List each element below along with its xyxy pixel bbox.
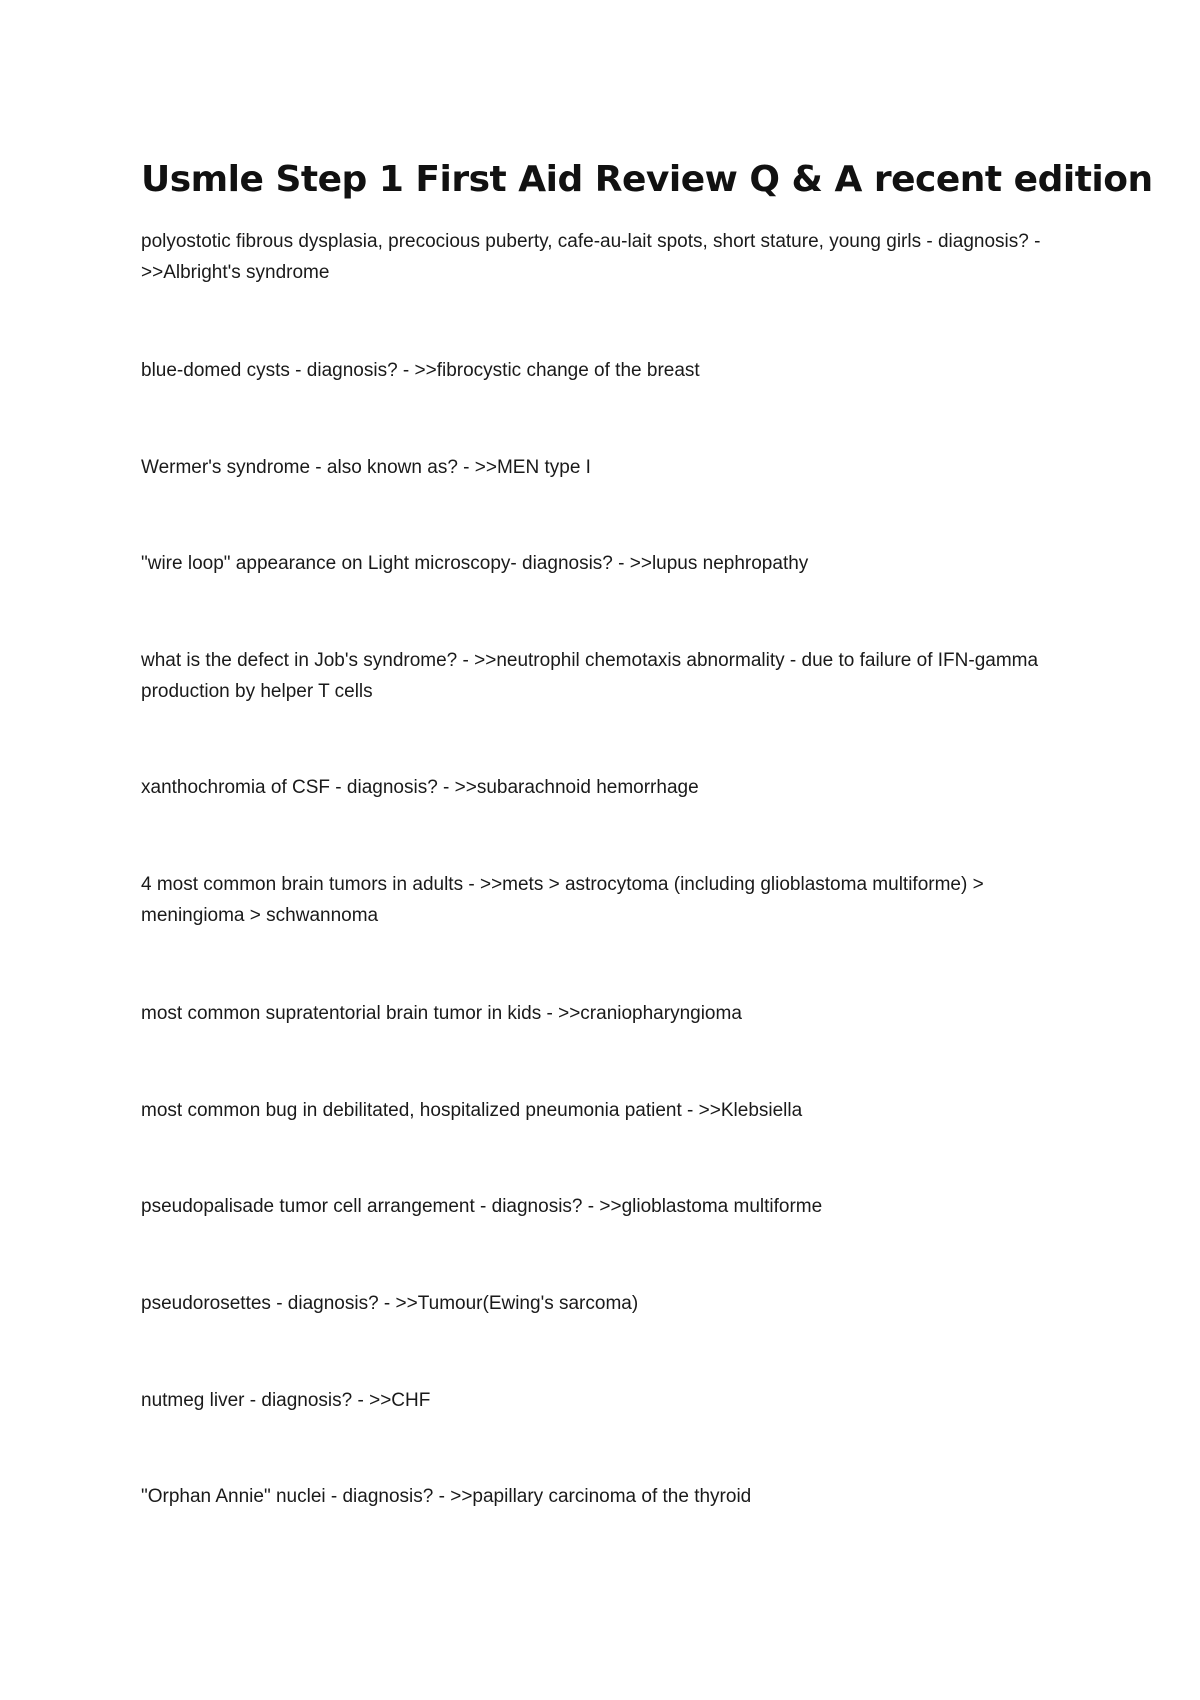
qa-answer: >>Tumour(Ewing's sarcoma) — [395, 1293, 639, 1314]
qa-answer: >>CHF — [369, 1390, 431, 1411]
qa-answer: >>neutrophil chemotaxis abnormality - due to failure of IFN-gamma production by helper T cells — [141, 650, 1039, 702]
qa-entry — [141, 548, 1061, 579]
qa-answer: >>Albright's syndrome — [141, 262, 330, 283]
qa-entry — [141, 1288, 1061, 1319]
qa-answer: >>glioblastoma multiforme — [599, 1196, 823, 1217]
qa-question: 4 most common brain tumors in adults - — [141, 874, 480, 895]
qa-question: pseudorosettes - diagnosis? - — [141, 1293, 396, 1314]
qa-question: blue-domed cysts - diagnosis? - — [141, 360, 415, 381]
qa-question: pseudopalisade tumor cell arrangement - diagnosis? - — [141, 1196, 600, 1217]
qa-question: Wermer's syndrome - also known as? - — [141, 457, 475, 478]
qa-answer: >>fibrocystic change of the breast — [414, 360, 700, 381]
document-title: Usmle Step 1 First Aid Review Q & A recent edition — [141, 159, 1153, 200]
qa-question: "wire loop" appearance on Light microscopy- diagnosis? - — [141, 553, 630, 574]
qa-entry — [141, 226, 1061, 288]
qa-question: polyostotic fibrous dysplasia, precocious puberty, cafe-au-lait spots, short stature, young girls - diagnosis? - — [141, 231, 1041, 252]
qa-entry — [141, 645, 1061, 707]
qa-answer: >>mets > astrocytoma (including glioblastoma multiforme) > meningioma > schwannoma — [141, 874, 984, 926]
qa-question: most common supratentorial brain tumor in kids - — [141, 1003, 559, 1024]
qa-entry — [141, 998, 1061, 1029]
qa-entry — [141, 355, 1061, 386]
qa-answer: >>subarachnoid hemorrhage — [454, 777, 699, 798]
qa-answer: >>lupus nephropathy — [629, 553, 809, 574]
qa-entry — [141, 1191, 1061, 1222]
qa-answer: >>MEN type I — [474, 457, 591, 478]
qa-question: "Orphan Annie" nuclei - diagnosis? - — [141, 1486, 451, 1507]
qa-question: nutmeg liver - diagnosis? - — [141, 1390, 370, 1411]
qa-answer: >>Klebsiella — [698, 1100, 803, 1121]
qa-answer: >>papillary carcinoma of the thyroid — [450, 1486, 752, 1507]
qa-question: what is the defect in Job's syndrome? - — [141, 650, 475, 671]
qa-entry — [141, 1385, 1061, 1416]
qa-question: most common bug in debilitated, hospitalized pneumonia patient - — [141, 1100, 699, 1121]
qa-entry — [141, 452, 1061, 483]
qa-answer: >>craniopharyngioma — [558, 1003, 742, 1024]
qa-entry — [141, 1095, 1061, 1126]
qa-question: xanthochromia of CSF - diagnosis? - — [141, 777, 455, 798]
qa-entry — [141, 1481, 1061, 1512]
qa-entry — [141, 772, 1061, 803]
qa-entry — [141, 869, 1061, 931]
